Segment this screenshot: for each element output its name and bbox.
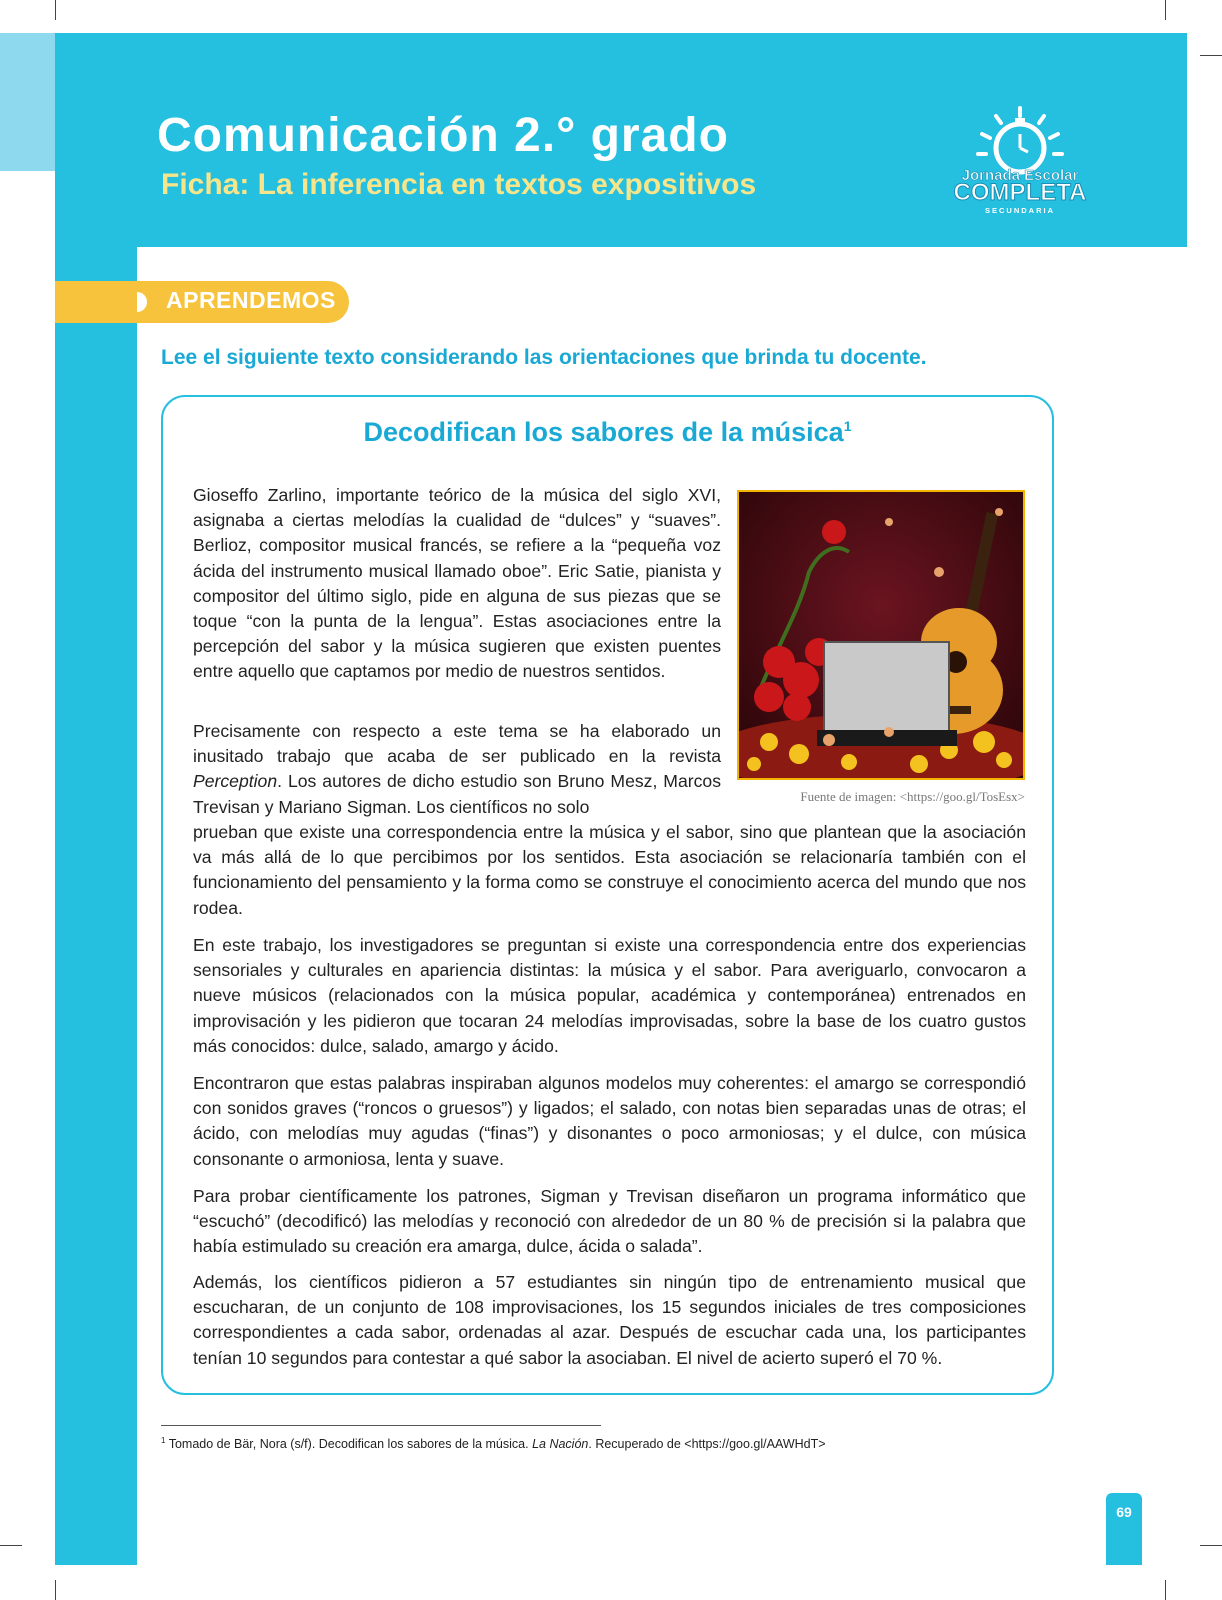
page-number: 69 — [1116, 1504, 1132, 1520]
paragraph-4: Encontraron que estas palabras inspiraban algunos modelos muy coherentes: el amargo se correspondió con sonidos graves (“roncos o gruesos”) y ligados; el salado, con notas bien separadas unas de otras; el ácido, con melodías muy agudas (“finas”) y disonantes o poco armoniosas; y el dulce, con música consonante o armoniosa, lenta y suave. — [193, 1073, 1026, 1169]
footnote-text-a: Tomado de Bär, Nora (s/f). Decodifican los sabores de la música. — [168, 1437, 529, 1452]
p2-text-b: . Los autores de dicho estudio son Bruno Mesz, Marcos Trevisan y Mariano Sigman. Los científicos no solo — [193, 771, 721, 817]
footnote-text-b: . Recuperado de <https://goo.gl/AAWHdT> — [588, 1437, 826, 1452]
paragraph-5: Para probar científicamente los patrones, Sigman y Trevisan diseñaron un programa informático que “escuchó” (decodificó) las melodías y reconoció con alrededor de un 80 % de precisión si la palabra que había estimulado su creación era amarga, dulce, ácida o salada”. — [193, 1186, 1026, 1257]
footnote — [161, 1436, 826, 1451]
logo-line2: COMPLETA — [953, 179, 1087, 206]
crop-mark — [1200, 55, 1222, 56]
paragraph-3: En este trabajo, los investigadores se preguntan si existe una correspondencia entre dos experiencias sensoriales y culturales en apariencia distintas: la música y el sabor. Para averiguarlo, convocaron a nueve músicos (relacionados con la música popular, académica y contemporánea) entrenados en improvisación y les pidieron que tocaran 24 melodías improvisadas, sobre la base de los cuatro gustos más conocidos: dulce, salado, amargo y ácido. — [193, 935, 1026, 1056]
page-title: Comunicación 2.° grado — [157, 109, 729, 162]
crop-mark — [0, 1545, 22, 1546]
footnote-mark: 1 — [161, 1436, 166, 1445]
image-caption: Fuente de imagen: <https://goo.gl/TosEsx> — [800, 789, 1025, 804]
paragraph-1: Gioseffo Zarlino, importante teórico de la música del siglo XVI, asignaba a ciertas melodías la cualidad de “dulces” y “suaves”. Berlioz, compositor musical francés, se refiere a la “pequeña voz ácida del instrumento musical llamado oboe”. Eric Satie, pianista y compositor del último siglo, pide en alguna de sus piezas que se toque “con la punta de la lengua”. Estas asociaciones entre la percepción del sabor y la música sugieren que existen puentes entre aquello que captamos por medio de nuestros sentidos. — [193, 485, 721, 682]
header-side-band — [0, 33, 55, 171]
crop-mark — [1165, 0, 1166, 20]
paragraph-6: Además, los científicos pidieron a 57 estudiantes sin ningún tipo de entrenamiento musical que escucharan, de un conjunto de 108 improvisaciones, los 15 segundos iniciales de tres composiciones correspondientes a cada sabor, ordenadas al azar. Después de escuchar cada una, los participantes tenían 10 segundos para contestar a qué sabor la asociaban. El nivel de acierto superó el 70 %. — [193, 1272, 1026, 1368]
article-title-text: Decodifican los sabores de la música — [363, 417, 844, 447]
article-title — [161, 417, 1054, 448]
footnote-source: La Nación — [532, 1437, 589, 1452]
clock-sun-icon — [940, 100, 1100, 225]
jec-logo — [940, 100, 1100, 225]
p2-text-a: Precisamente con respecto a este tema se ha elaborado un inusitado trabajo que acaba de ser publicado en la revista — [193, 721, 721, 767]
paragraph-2-a — [193, 719, 721, 820]
section-label: APRENDEMOS — [166, 287, 336, 313]
crop-mark — [55, 1580, 56, 1600]
journal-name: Perception — [193, 771, 278, 792]
crop-mark — [55, 0, 56, 20]
page-subtitle: Ficha: La inferencia en textos expositivos — [161, 168, 757, 201]
instruction-text: Lee el siguiente texto considerando las orientaciones que brinda tu docente. — [161, 346, 927, 369]
paragraph-2-b: prueban que existe una correspondencia entre la música y el sabor, sino que plantean que la asociación va más allá de lo que percibimos por los sentidos. Esta asociación se relacionaría también con el funcionamiento del pensamiento y la forma como se construye el conocimiento acerca del mundo que nos rodea. — [193, 822, 1026, 918]
logo-line1: Jornada Escolar — [961, 167, 1079, 184]
left-strip — [55, 247, 137, 1565]
logo-line3: SECUNDARIA — [984, 206, 1056, 215]
crop-mark — [1165, 1580, 1166, 1600]
crop-mark — [1200, 1545, 1222, 1546]
footnote-divider — [161, 1425, 601, 1426]
article-photo — [737, 490, 1025, 780]
footnote-ref: 1 — [843, 418, 852, 434]
